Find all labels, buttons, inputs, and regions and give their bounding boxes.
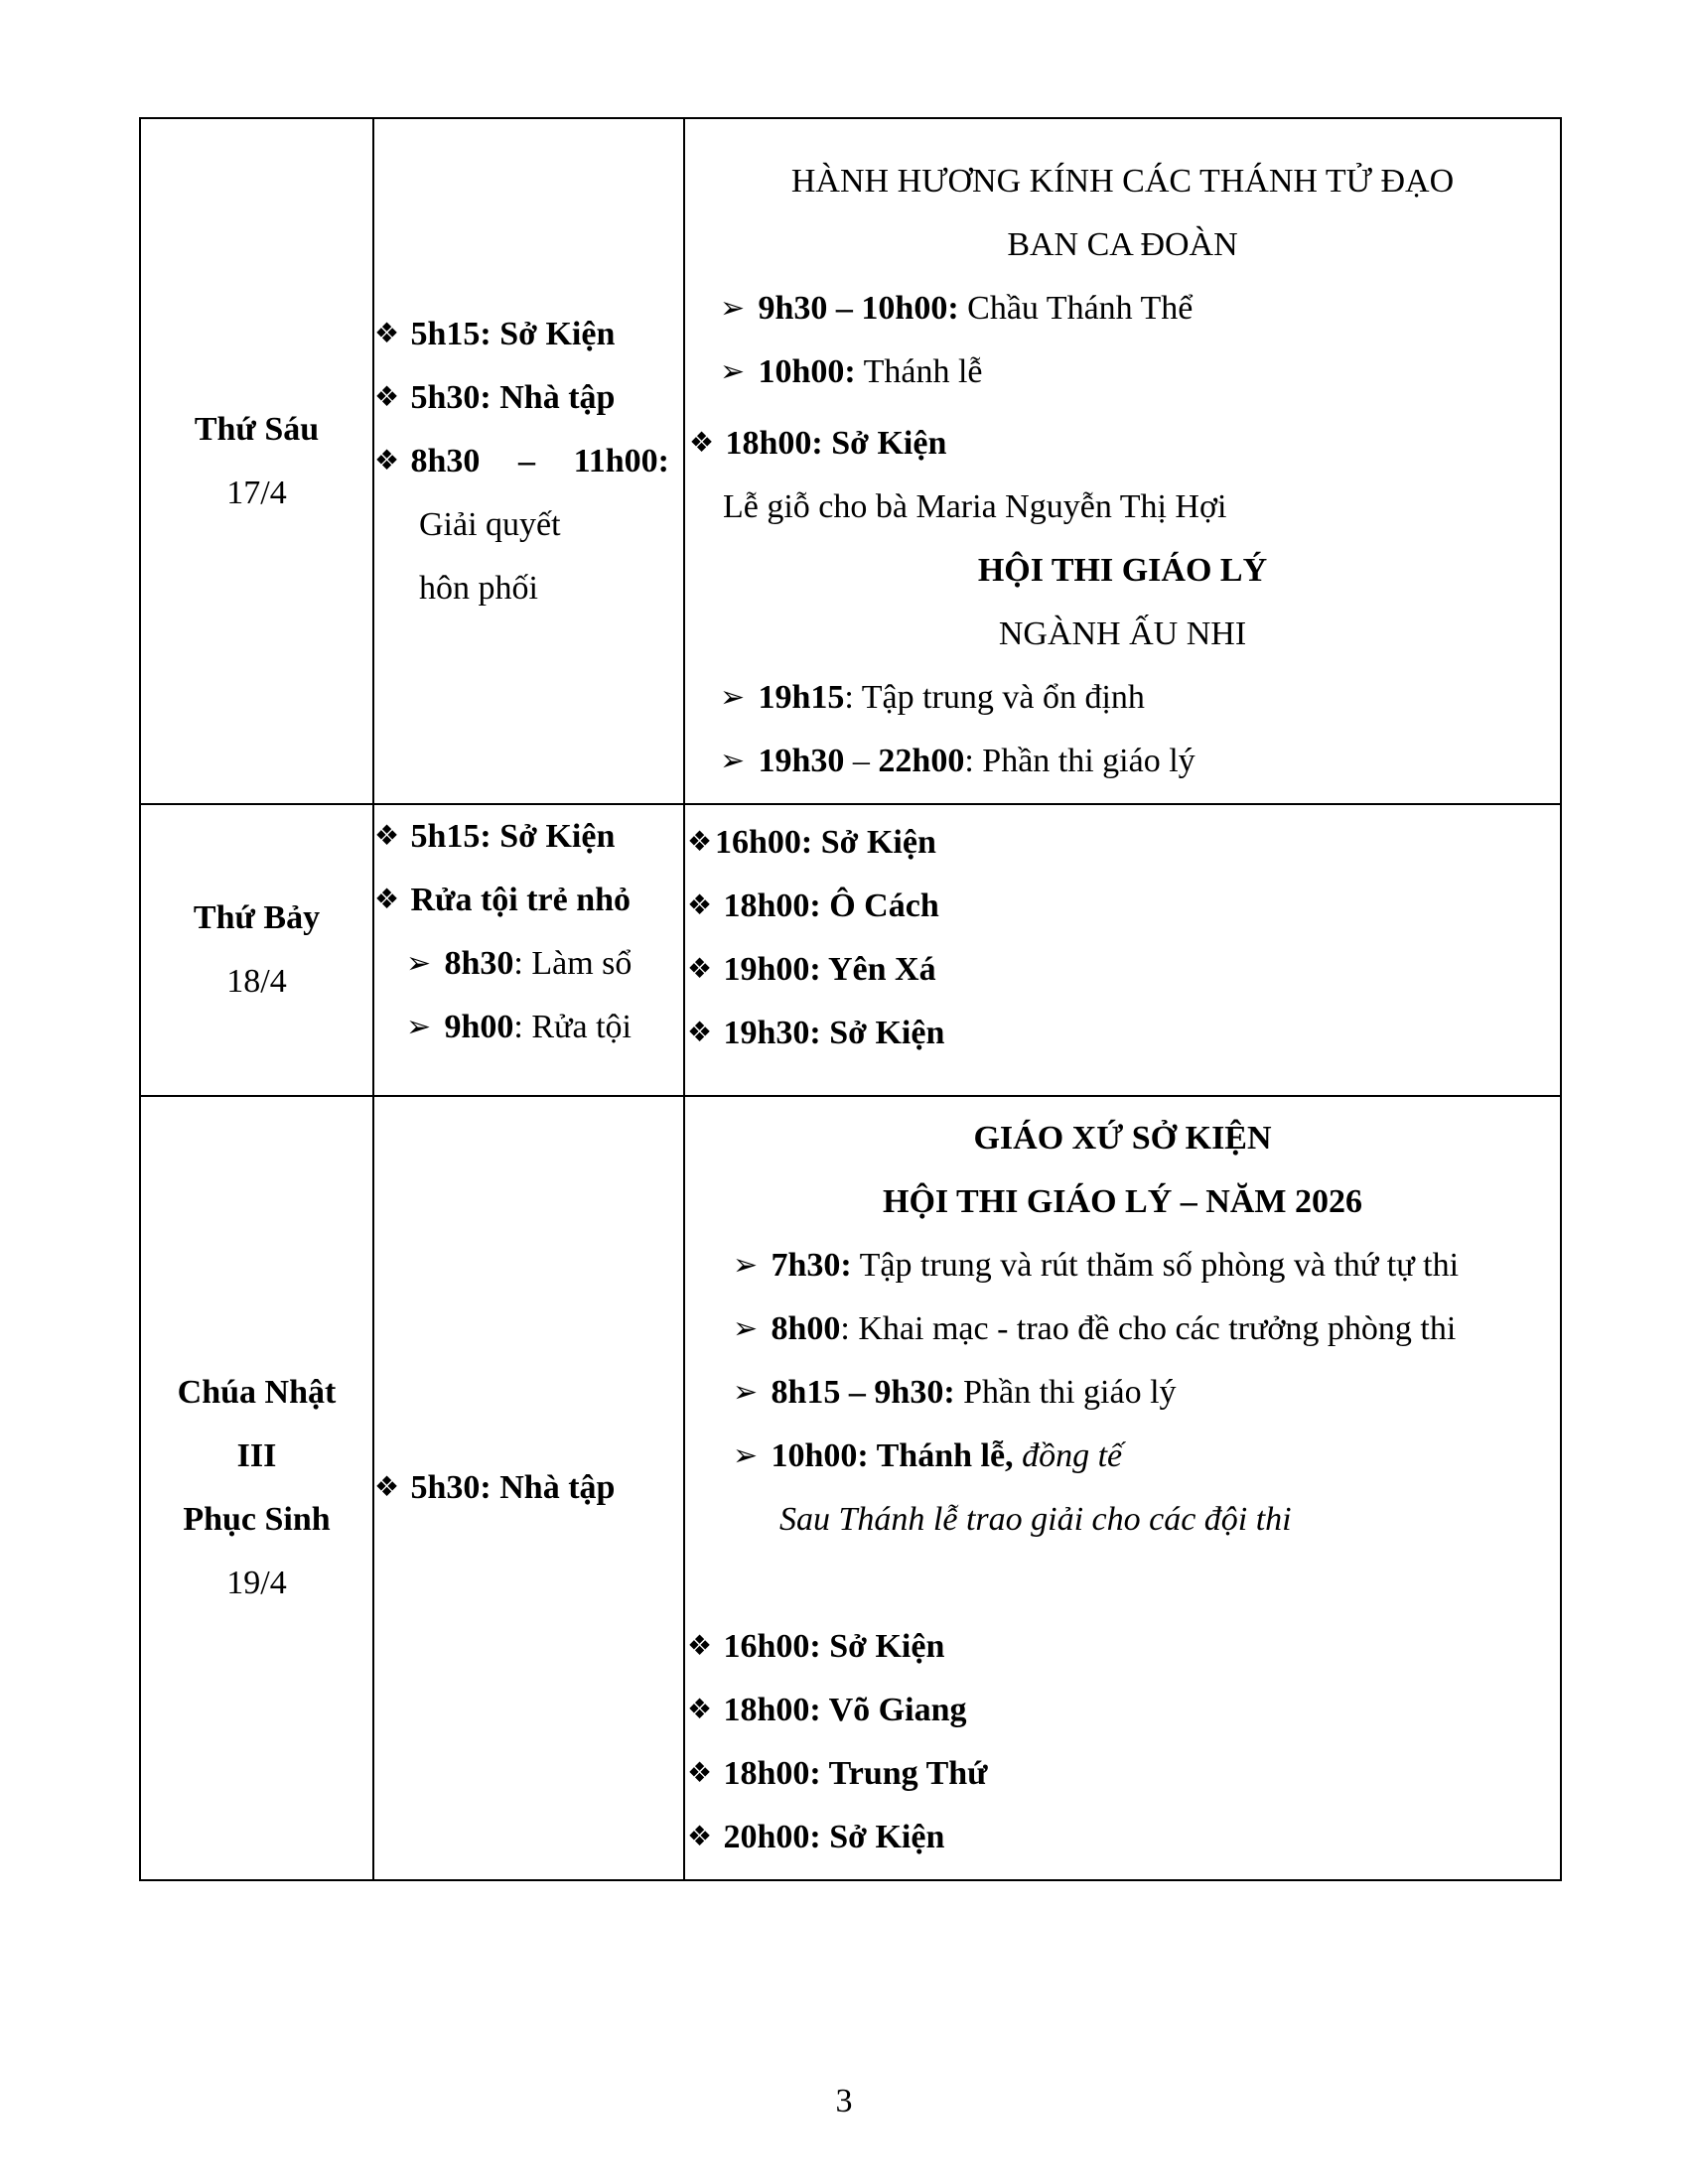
list-item: ❖ 18h00: Sở Kiện bbox=[685, 412, 1560, 476]
morning-cell bbox=[373, 804, 684, 1096]
contest-subtitle: NGÀNH ẤU NHI bbox=[998, 614, 1247, 652]
list-item: ➢ 9h00: Rửa tội bbox=[374, 996, 683, 1059]
list-item: ❖ 5h30: Nhà tập bbox=[374, 1456, 683, 1520]
day-cell bbox=[140, 118, 373, 804]
day-date: 17/4 bbox=[226, 474, 287, 511]
diamond-bullet-icon: ❖ bbox=[687, 954, 713, 985]
diamond-bullet-icon: ❖ bbox=[687, 827, 713, 858]
list-item: ➢ 9h30 – 10h00: Chầu Thánh Thể bbox=[685, 277, 1560, 341]
list-item: ➢ 8h30: Làm sổ bbox=[374, 932, 683, 996]
day-name-line3: Phục Sinh bbox=[183, 1501, 331, 1538]
day-cell bbox=[140, 804, 373, 1096]
table-row bbox=[140, 804, 1561, 1096]
arrow-bullet-icon: ➢ bbox=[733, 1249, 759, 1282]
diamond-bullet-icon: ❖ bbox=[374, 1472, 400, 1503]
list-item: ❖16h00: Sở Kiện bbox=[685, 811, 1560, 875]
list-item: ➢ 19h30 – 22h00: Phần thi giáo lý bbox=[685, 730, 1560, 793]
morning-cell bbox=[373, 118, 684, 804]
arrow-bullet-icon: ➢ bbox=[406, 947, 432, 980]
list-item: ❖ 5h30: Nhà tập bbox=[374, 366, 683, 430]
list-item: ❖ 5h15: Sở Kiện bbox=[374, 303, 683, 366]
morning-cell bbox=[373, 1096, 684, 1880]
page-number: 3 bbox=[835, 2083, 853, 2119]
arrow-bullet-icon: ➢ bbox=[406, 1011, 432, 1043]
list-item: ❖ 18h00: Võ Giang bbox=[685, 1679, 1560, 1742]
diamond-bullet-icon: ❖ bbox=[374, 318, 400, 349]
arrow-bullet-icon: ➢ bbox=[720, 291, 746, 325]
arrow-bullet-icon: ➢ bbox=[733, 1312, 759, 1345]
diamond-bullet-icon: ❖ bbox=[687, 1631, 713, 1662]
list-item: ❖ 16h00: Sở Kiện bbox=[685, 1615, 1560, 1679]
evening-cell bbox=[684, 804, 1561, 1096]
table-row bbox=[140, 118, 1561, 804]
day-name: Thứ Sáu bbox=[194, 410, 320, 448]
list-item: ❖ 19h30: Sở Kiện bbox=[685, 1002, 1560, 1065]
section-subtitle: HỘI THI GIÁO LÝ – NĂM 2026 bbox=[883, 1183, 1362, 1220]
diamond-bullet-icon: ❖ bbox=[687, 1695, 713, 1725]
day-name-line2: III bbox=[236, 1437, 277, 1474]
evening-cell bbox=[684, 118, 1561, 804]
list-item: ➢ 19h15: Tập trung và ổn định bbox=[685, 666, 1560, 730]
list-item: ❖ 20h00: Sở Kiện bbox=[685, 1806, 1560, 1869]
day-date: 18/4 bbox=[226, 963, 287, 1000]
day-cell bbox=[140, 1096, 373, 1880]
list-item: ❖ 19h00: Yên Xá bbox=[685, 938, 1560, 1002]
diamond-bullet-icon: ❖ bbox=[687, 1822, 713, 1852]
list-item: hôn phối bbox=[419, 569, 538, 607]
evening-cell bbox=[684, 1096, 1561, 1880]
list-item: ➢ 7h30: Tập trung và rút thăm số phòng và thứ tự thi bbox=[685, 1234, 1560, 1297]
list-item: ❖ 8h30 – 11h00: bbox=[374, 430, 683, 493]
list-item: ➢ 8h00: Khai mạc - trao đề cho các trưởng phòng thi bbox=[685, 1297, 1560, 1361]
diamond-bullet-icon: ❖ bbox=[374, 445, 400, 477]
schedule-table bbox=[139, 117, 1562, 1881]
list-item: ❖ Rửa tội trẻ nhỏ bbox=[374, 869, 683, 932]
diamond-bullet-icon: ❖ bbox=[687, 890, 713, 921]
diamond-bullet-icon: ❖ bbox=[687, 1758, 713, 1789]
day-name: Thứ Bảy bbox=[193, 899, 321, 936]
day-name: Chúa Nhật bbox=[177, 1374, 337, 1411]
list-item: ❖ 5h15: Sở Kiện bbox=[374, 805, 683, 869]
diamond-bullet-icon: ❖ bbox=[374, 381, 400, 413]
list-item: ➢ 10h00: Thánh lễ, đồng tế bbox=[685, 1425, 1560, 1488]
day-date: 19/4 bbox=[226, 1565, 287, 1601]
list-item: ➢ 8h15 – 9h30: Phần thi giáo lý bbox=[685, 1361, 1560, 1425]
arrow-bullet-icon: ➢ bbox=[733, 1439, 759, 1472]
arrow-bullet-icon: ➢ bbox=[720, 680, 746, 714]
section-title: HÀNH HƯƠNG KÍNH CÁC THÁNH TỬ ĐẠO bbox=[790, 162, 1455, 200]
table-row bbox=[140, 1096, 1561, 1880]
arrow-bullet-icon: ➢ bbox=[720, 354, 746, 388]
section-title: GIÁO XỨ SỞ KIỆN bbox=[973, 1120, 1272, 1157]
diamond-bullet-icon: ❖ bbox=[689, 427, 715, 459]
arrow-bullet-icon: ➢ bbox=[733, 1376, 759, 1409]
list-item: ➢ 10h00: Thánh lễ bbox=[685, 341, 1560, 404]
diamond-bullet-icon: ❖ bbox=[687, 1018, 713, 1048]
list-item: Giải quyết bbox=[419, 505, 561, 543]
list-item: ❖ 18h00: Ô Cách bbox=[685, 875, 1560, 938]
list-item: ❖ 18h00: Trung Thứ bbox=[685, 1742, 1560, 1806]
arrow-bullet-icon: ➢ bbox=[720, 744, 746, 777]
memorial-note: Lễ giỗ cho bà Maria Nguyễn Thị Hợi bbox=[723, 487, 1227, 525]
diamond-bullet-icon: ❖ bbox=[374, 821, 400, 852]
diamond-bullet-icon: ❖ bbox=[374, 885, 400, 915]
award-note: Sau Thánh lễ trao giải cho các đội thi bbox=[779, 1501, 1292, 1538]
contest-title: HỘI THI GIÁO LÝ bbox=[977, 551, 1268, 589]
section-subtitle: BAN CA ĐOÀN bbox=[1007, 225, 1238, 263]
